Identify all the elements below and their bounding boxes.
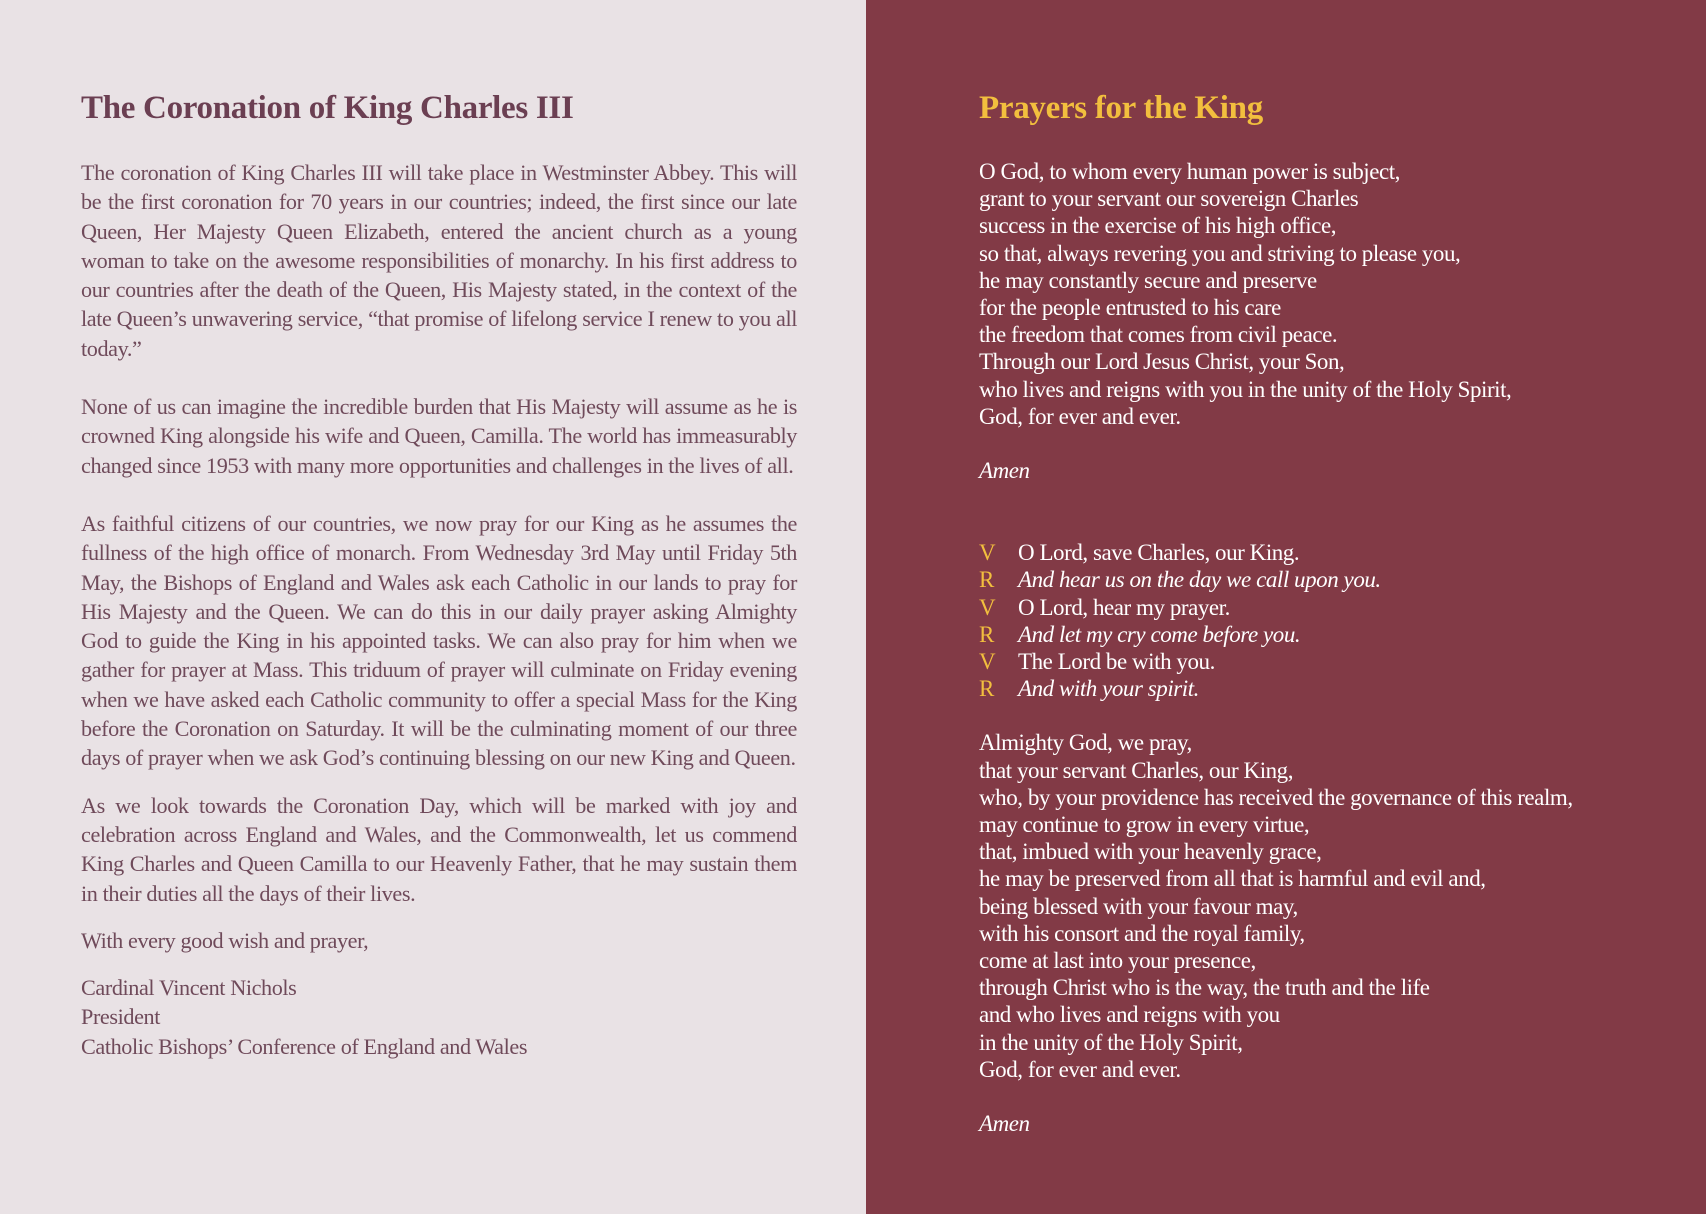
prayer-line: Almighty God, we pray, — [979, 730, 1192, 756]
versicle-text: O Lord, hear my prayer. — [1018, 594, 1230, 620]
prayer-line: that, imbued with your heavenly grace, — [979, 839, 1322, 865]
letter-body — [81, 158, 797, 1061]
prayers-page — [866, 0, 1706, 1214]
response-mark: R — [979, 676, 994, 702]
prayer-line: grant to your servant our sovereign Charles — [979, 186, 1359, 212]
prayer-line: with his consort and the royal family, — [979, 920, 1305, 946]
prayer-line: the freedom that comes from civil peace. — [979, 322, 1338, 348]
prayer-for-governance — [979, 729, 1666, 1137]
versicles-and-responses — [979, 539, 1666, 702]
versicle-mark: V — [979, 594, 996, 620]
versicle-text: The Lord be with you. — [1018, 649, 1215, 675]
prayer-line: he may constantly secure and preserve — [979, 267, 1317, 293]
amen-response: Amen — [979, 458, 1030, 484]
versicle-row — [979, 539, 1666, 566]
response-text: And hear us on the day we call upon you. — [1018, 567, 1381, 593]
versicle-mark: V — [979, 540, 996, 566]
versicle-mark: V — [979, 649, 996, 675]
letter-paragraph: As faithful citizens of our countries, we now pray for our King as he assumes the fullness of the high office of monarch. From Wednesday 3rd May until Friday 5th May, the Bishops of England and Wales ask each Catholic in our lands to pray for His Majesty and the Queen. We can do this in our daily prayer asking Almighty God to guide the King in his appointed tasks. We can also pray for him when we gather for prayer at Mass. This triduum of prayer will culminate on Friday evening when we have asked each Catholic community to offer a special Mass for the King before the Coronation on Saturday. It will be the culminating moment of our three days of prayer when we ask God’s continuing blessing on our new King and Queen. — [81, 510, 797, 771]
prayer-line: come at last into your presence, — [979, 948, 1256, 974]
response-text: And with your spirit. — [1018, 676, 1199, 702]
prayer-line: God, for ever and ever. — [979, 403, 1181, 429]
letter-closing: With every good wish and prayer, — [81, 927, 369, 953]
prayer-line: success in the exercise of his high office, — [979, 213, 1337, 239]
prayer-line: who lives and reigns with you in the unity of the Holy Spirit, — [979, 376, 1512, 402]
letter-title: The Coronation of King Charles III — [81, 90, 574, 126]
amen-response: Amen — [979, 1111, 1030, 1137]
prayer-line: so that, always revering you and striving to please you, — [979, 240, 1461, 266]
letter-paragraph: As we look towards the Coronation Day, which will be marked with joy and celebration across England and Wales, and the Commonwealth, let us commend King Charles and Queen Camilla to our Heavenly Father, that he may sustain them in their duties all the days of their lives. — [81, 792, 797, 906]
versicle-row — [979, 594, 1666, 621]
prayer-line: who, by your providence has received the governance of this realm, — [979, 784, 1573, 810]
letter-signature — [81, 973, 797, 1061]
prayers-title: Prayers for the King — [979, 90, 1263, 126]
letter-paragraph: The coronation of King Charles III will take place in Westminster Abbey. This will be the first coronation for 70 years in our countries; indeed, the first since our late Queen, Her Majesty Queen Elizabeth, entered the ancient church as a young woman to take on the awesome responsibilities of monarchy. In his first address to our countries after the death of the Queen, His Majesty stated, in the context of the late Queen’s unwavering service, “that promise of lifelong service I renew to you all today.” — [81, 160, 797, 361]
letter-paragraph: None of us can imagine the incredible burden that His Majesty will assume as he is crowned King alongside his wife and Queen, Camilla. The world has immeasurably changed since 1953 with many more opportunities and challenges in the lives of all. — [81, 394, 797, 478]
prayer-line: God, for ever and ever. — [979, 1056, 1181, 1082]
response-row — [979, 566, 1666, 593]
prayer-line: O God, to whom every human power is subject, — [979, 159, 1400, 184]
versicle-row — [979, 648, 1666, 675]
prayer-line: in the unity of the Holy Spirit, — [979, 1029, 1243, 1055]
prayer-line: and who lives and reigns with you — [979, 1002, 1280, 1028]
signature-organisation: Catholic Bishops’ Conference of England and Wales — [81, 1033, 528, 1059]
response-row — [979, 675, 1666, 702]
prayer-line: for the people entrusted to his care — [979, 295, 1281, 321]
signature-name: Cardinal Vincent Nichols — [81, 975, 297, 1001]
versicle-text: O Lord, save Charles, our King. — [1018, 540, 1300, 566]
response-row — [979, 621, 1666, 648]
prayer-line: being blessed with your favour may, — [979, 893, 1298, 919]
prayer-line: Through our Lord Jesus Christ, your Son, — [979, 349, 1345, 375]
prayer-for-king — [979, 158, 1666, 484]
prayer-line: that your servant Charles, our King, — [979, 757, 1294, 783]
response-text: And let my cry come before you. — [1018, 621, 1301, 647]
response-mark: R — [979, 621, 994, 647]
prayer-line: he may be preserved from all that is harmful and evil and, — [979, 866, 1486, 892]
prayer-line: through Christ who is the way, the truth and the life — [979, 975, 1430, 1001]
prayer-line: may continue to grow in every virtue, — [979, 812, 1310, 838]
signature-role: President — [81, 1004, 160, 1030]
response-mark: R — [979, 567, 994, 593]
